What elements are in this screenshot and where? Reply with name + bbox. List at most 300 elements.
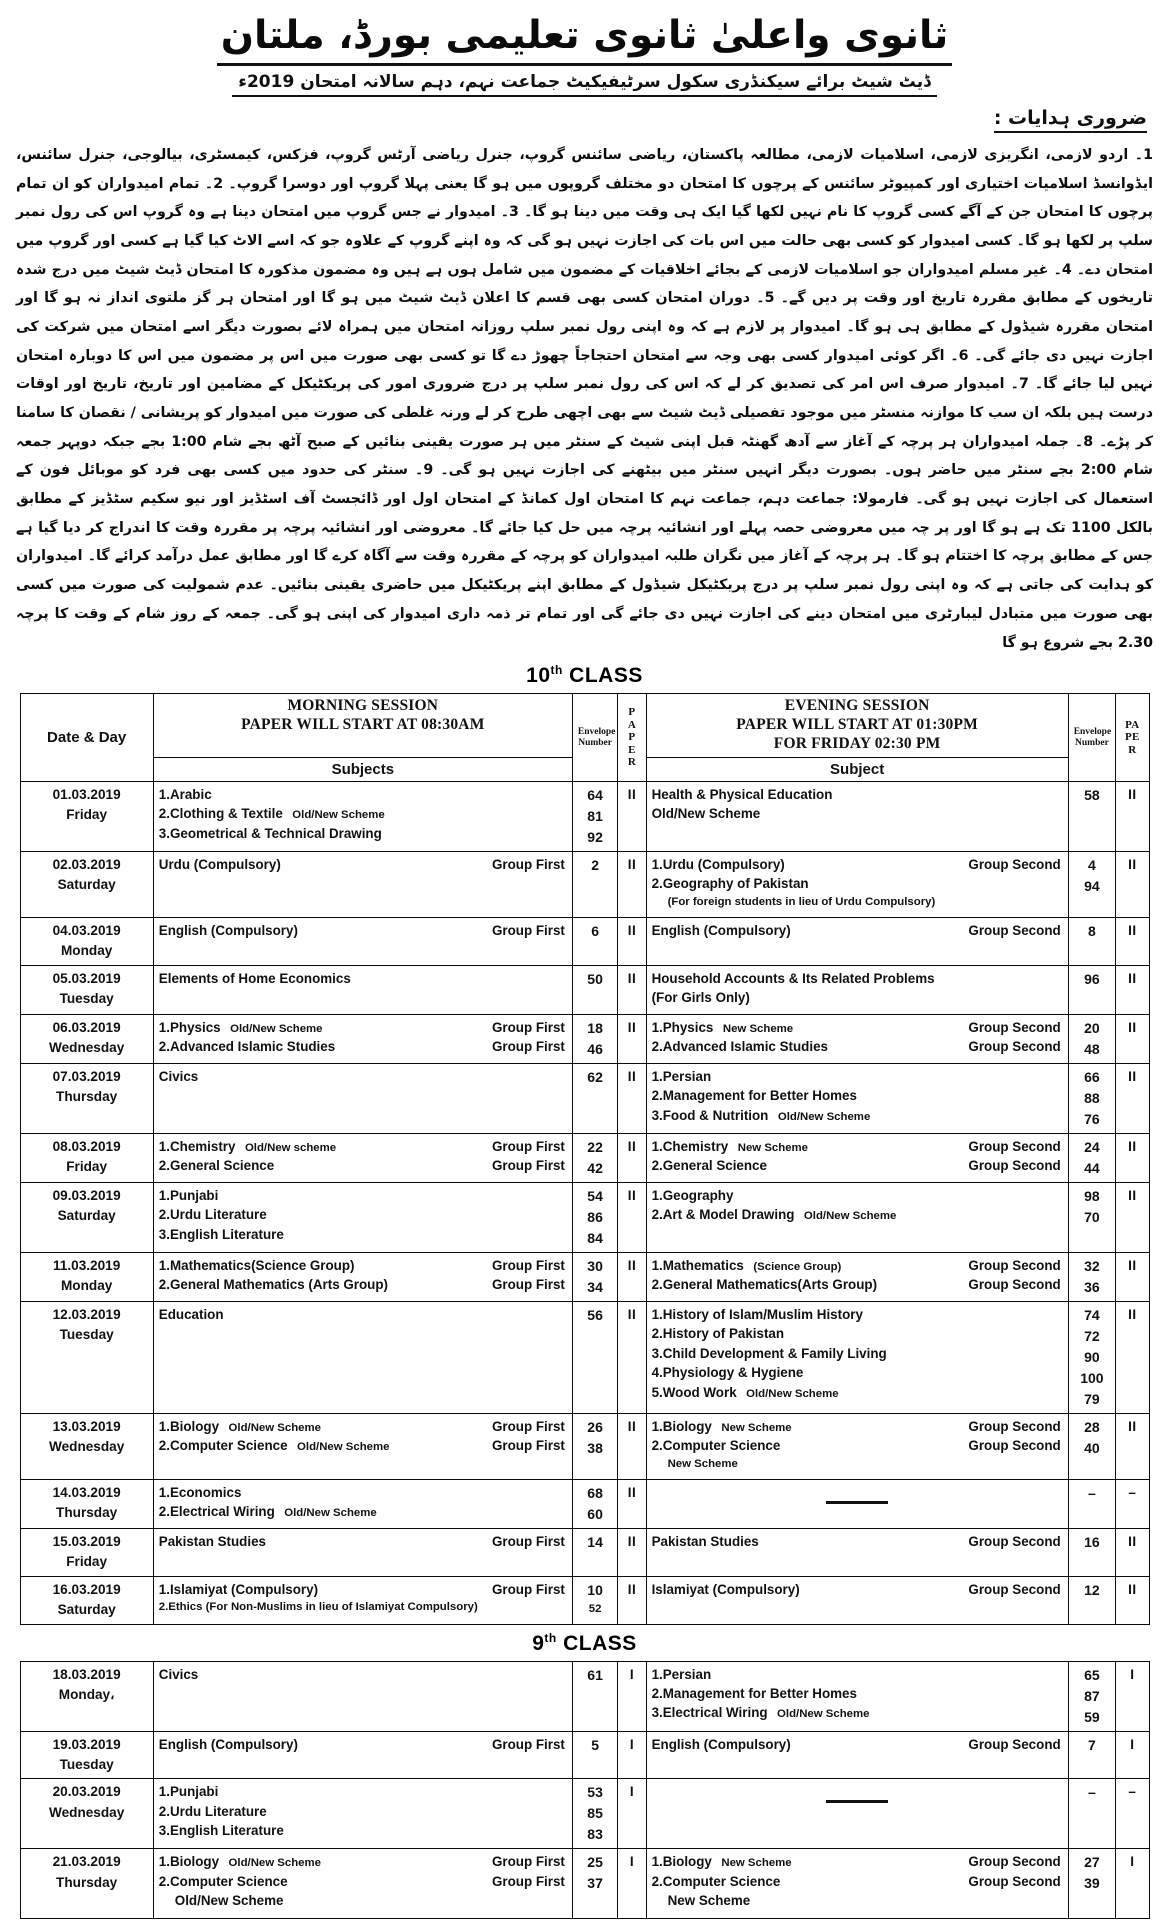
- subject-name: 2.Ethics (For Non-Muslims in lieu of Islamiyat Compulsory): [158, 1601, 478, 1614]
- envelope-number-cell: [572, 781, 617, 851]
- subject-cell: [153, 1182, 572, 1252]
- subject-cell: [646, 1413, 1068, 1479]
- subject-cell: [646, 1849, 1068, 1919]
- subject-cell: [646, 1731, 1068, 1779]
- date-day-cell: [20, 781, 153, 851]
- exam-date: 05.03.2019: [52, 970, 121, 986]
- envelope-number: 81: [587, 807, 603, 824]
- subject-line: [159, 1532, 567, 1551]
- subject-name: (For Girls Only): [651, 990, 750, 1006]
- envelope-number-cell: [1068, 1779, 1115, 1849]
- envelope-number: 26: [587, 1418, 603, 1435]
- subject-group: Group Second: [968, 1533, 1061, 1549]
- envelope-number: 28: [1084, 1418, 1100, 1435]
- subject-cell: [153, 1528, 572, 1576]
- evening-paper-cell: II: [1116, 965, 1149, 1014]
- subject-scheme: Old/New Scheme: [220, 1022, 323, 1035]
- table-row: [20, 1413, 1149, 1479]
- exam-day: Monday: [60, 943, 113, 959]
- subject-line: [652, 921, 1063, 940]
- evening-paper-cell: II: [1116, 1182, 1149, 1252]
- subject-name: 2.Management for Better Homes: [651, 1088, 857, 1104]
- envelope-number: 32: [1084, 1257, 1100, 1274]
- table-row: [20, 851, 1149, 917]
- subject-name: 1.Arabic: [158, 786, 212, 802]
- class-heading: [0, 1631, 1169, 1656]
- table-row: [20, 1479, 1149, 1528]
- envelope-number: 36: [1084, 1278, 1100, 1295]
- envelope-number: 20: [1084, 1019, 1100, 1036]
- envelope-number: [1074, 897, 1110, 914]
- subject-name: 3.English Literature: [158, 1226, 284, 1242]
- evening-paper-cell: II: [1116, 1413, 1149, 1479]
- subject-group: Group First: [491, 1277, 565, 1293]
- envelope-number-cell: [572, 851, 617, 917]
- subject-line: [652, 1703, 1063, 1723]
- envelope-number: 79: [1084, 1390, 1100, 1407]
- subject-cell: [646, 1661, 1068, 1731]
- subject-name: Pakistan Studies: [651, 1533, 759, 1549]
- subject-scheme: New Scheme: [728, 1141, 809, 1154]
- evening-paper-cell: I: [1116, 1731, 1149, 1779]
- morning-paper-cell: II: [618, 1133, 646, 1182]
- exam-day: Wednesday: [49, 1804, 125, 1820]
- subject-name: English (Compulsory): [651, 923, 791, 939]
- subject-name: New Scheme: [667, 1457, 738, 1470]
- envelope-number-cell: [1068, 918, 1115, 966]
- subject-scheme: Old/New Scheme: [794, 1210, 897, 1223]
- subject-line: [652, 804, 1063, 823]
- subject-line: [159, 1037, 567, 1056]
- subject-group: Group Second: [968, 1158, 1061, 1174]
- envelope-number-cell: [572, 1479, 617, 1528]
- subject-name: Civics: [158, 1666, 199, 1682]
- envelope-number: 76: [1084, 1110, 1100, 1127]
- subject-line: [159, 1018, 567, 1038]
- date-day-cell: [20, 1301, 153, 1413]
- subject-scheme: Old/New Scheme: [219, 1421, 321, 1434]
- exam-day: Thursday: [56, 1505, 118, 1521]
- envelope-number: 74: [1084, 1306, 1100, 1323]
- header-evening-paper: PA PE R: [1116, 694, 1149, 782]
- subject-group: Group Second: [968, 1039, 1061, 1055]
- subject-name: Education: [158, 1306, 224, 1322]
- envelope-number: 6: [591, 923, 599, 940]
- subject-name: 1.Chemistry: [651, 1138, 729, 1154]
- table-body: [20, 781, 1149, 1624]
- envelope-number-cell: [1068, 1133, 1115, 1182]
- envelope-number-cell: [1068, 1063, 1115, 1133]
- subject-scheme: New Scheme: [711, 1421, 792, 1434]
- subject-cell: [646, 918, 1068, 966]
- header-evening-subject: Subject: [646, 757, 1068, 781]
- exam-date: 20.03.2019: [52, 1784, 121, 1800]
- table-row: [20, 1063, 1149, 1133]
- morning-paper-cell: II: [618, 918, 646, 966]
- envelope-number-cell: [572, 1661, 617, 1731]
- morning-paper-cell: II: [618, 1528, 646, 1576]
- exam-date: 21.03.2019: [52, 1854, 121, 1870]
- subject-line: [159, 785, 567, 804]
- envelope-number: [1074, 806, 1110, 827]
- subject-cell: [646, 1063, 1068, 1133]
- envelope-number: 10: [587, 1581, 603, 1598]
- date-day-cell: [20, 1528, 153, 1576]
- envelope-number: –: [1088, 1784, 1096, 1801]
- subject-line: [159, 1275, 567, 1294]
- envelope-number: 90: [1084, 1348, 1100, 1365]
- subject-line: [159, 1137, 567, 1157]
- date-day-cell: [20, 851, 153, 917]
- evening-paper-cell: II: [1116, 1528, 1149, 1576]
- subject-cell: [153, 918, 572, 966]
- subject-line: [652, 1735, 1063, 1754]
- exam-day: Tuesday: [59, 1756, 114, 1772]
- subject-line: [652, 1037, 1063, 1056]
- exam-day: Tuesday: [59, 991, 114, 1007]
- morning-paper-cell: II: [618, 1182, 646, 1252]
- envelope-number: 24: [1084, 1138, 1100, 1155]
- table-row: [20, 965, 1149, 1014]
- date-day-cell: [20, 965, 153, 1014]
- envelope-number: 37: [587, 1875, 603, 1892]
- envelope-number-cell: [1068, 1301, 1115, 1413]
- subject-name: 1.Mathematics(Science Group): [158, 1257, 355, 1273]
- envelope-number-cell: [1068, 851, 1115, 917]
- date-day-cell: [20, 1576, 153, 1624]
- envelope-number: 86: [587, 1208, 603, 1225]
- exam-date: 04.03.2019: [52, 923, 121, 939]
- evening-paper-cell: I: [1116, 1661, 1149, 1731]
- subject-scheme: Old/New Scheme: [219, 1857, 321, 1870]
- envelope-number: 66: [1084, 1068, 1100, 1085]
- envelope-number: 52: [588, 1602, 602, 1615]
- envelope-number: [578, 1894, 612, 1915]
- subject-line: [159, 1852, 567, 1872]
- subject-group: Group Second: [968, 1736, 1061, 1752]
- table-row: [20, 1014, 1149, 1063]
- envelope-number: 84: [587, 1229, 603, 1246]
- subject-line: [159, 1186, 567, 1205]
- exam-date: 18.03.2019: [52, 1666, 121, 1682]
- exam-date: 08.03.2019: [52, 1138, 121, 1154]
- envelope-number: 83: [587, 1826, 603, 1843]
- subject-line: [159, 855, 567, 874]
- envelope-number: [1074, 990, 1110, 1011]
- envelope-number: 12: [1084, 1581, 1100, 1598]
- envelope-number-cell: [572, 1413, 617, 1479]
- table-body: [20, 1661, 1149, 1919]
- envelope-number: 92: [587, 828, 603, 845]
- envelope-number: [1074, 1459, 1110, 1476]
- subject-line: [652, 1305, 1063, 1324]
- table-row: [20, 1252, 1149, 1301]
- subject-scheme: New Scheme: [713, 1022, 794, 1035]
- subject-group: Group First: [491, 1039, 565, 1055]
- subject-scheme: Old/New Scheme: [767, 1708, 870, 1721]
- instructions-title: ضروری ہدایات :: [994, 107, 1147, 133]
- subject-line: [159, 921, 567, 940]
- subject-cell: [153, 1779, 572, 1849]
- subject-group: Group First: [491, 1736, 565, 1752]
- subject-line: [652, 1256, 1063, 1276]
- date-day-cell: [20, 1063, 153, 1133]
- table-row: [20, 918, 1149, 966]
- exam-day: Thursday: [56, 1089, 118, 1105]
- date-day-cell: [20, 1182, 153, 1252]
- envelope-number: 42: [587, 1159, 603, 1176]
- subject-name: 2.Computer Science: [651, 1873, 781, 1889]
- subject-name: 1.History of Islam/Muslim History: [651, 1306, 863, 1322]
- subject-line: [159, 1483, 567, 1502]
- evening-paper-cell: –: [1116, 1479, 1149, 1528]
- envelope-number: 60: [587, 1505, 603, 1522]
- envelope-number: 8: [1088, 923, 1096, 940]
- evening-no-paper-cell: [646, 1479, 1068, 1528]
- subject-cell: [153, 1479, 572, 1528]
- evening-paper-cell: II: [1116, 781, 1149, 851]
- envelope-number: 56: [587, 1306, 603, 1323]
- date-day-cell: [20, 1014, 153, 1063]
- subject-cell: [646, 1182, 1068, 1252]
- envelope-number: 44: [1084, 1159, 1100, 1176]
- exam-date: 15.03.2019: [52, 1533, 121, 1549]
- morning-paper-cell: I: [618, 1779, 646, 1849]
- subject-name: 1.Islamiyat (Compulsory): [158, 1581, 319, 1597]
- subject-name: 2.Computer Science: [158, 1873, 288, 1889]
- subject-name: 1.Mathematics: [651, 1257, 744, 1273]
- envelope-number: 54: [587, 1187, 603, 1204]
- subject-group: Group First: [491, 1158, 565, 1174]
- exam-date: 19.03.2019: [52, 1736, 121, 1752]
- evening-paper-cell: II: [1116, 1133, 1149, 1182]
- subject-line: [159, 1256, 567, 1275]
- subject-name: 2.Urdu Literature: [158, 1803, 267, 1819]
- header-date-day: Date & Day: [20, 694, 153, 782]
- subject-name: 2.Urdu Literature: [158, 1207, 267, 1223]
- envelope-number-cell: [1068, 1576, 1115, 1624]
- date-day-cell: [20, 1413, 153, 1479]
- evening-paper-cell: II: [1116, 1576, 1149, 1624]
- table-header: [20, 694, 1149, 782]
- table-row: [20, 1849, 1149, 1919]
- morning-paper-cell: II: [618, 1479, 646, 1528]
- evening-paper-cell: II: [1116, 918, 1149, 966]
- evening-paper-cell: II: [1116, 1252, 1149, 1301]
- envelope-number: 85: [587, 1805, 603, 1822]
- date-day-cell: [20, 1661, 153, 1731]
- subject-cell: [646, 1252, 1068, 1301]
- subject-line: [159, 1735, 567, 1754]
- header-morning-session: MORNING SESSION PAPER WILL START AT 08:30AM: [153, 694, 572, 758]
- exam-day: Friday: [66, 1159, 108, 1175]
- subject-name: 1.Economics: [158, 1484, 242, 1500]
- envelope-number: 87: [1084, 1687, 1100, 1704]
- exam-day: Friday: [66, 1554, 108, 1570]
- exam-date: 02.03.2019: [52, 856, 121, 872]
- subject-line: [159, 1417, 567, 1437]
- exam-date: 12.03.2019: [52, 1306, 121, 1322]
- subject-name: English (Compulsory): [158, 923, 298, 939]
- table-row: [20, 1576, 1149, 1624]
- subject-name: 2.Clothing & Textile: [158, 806, 283, 822]
- subject-line: [652, 785, 1063, 804]
- subject-name: 2.General Mathematics(Arts Group): [651, 1277, 878, 1293]
- subject-name: 1.Persian: [651, 1068, 712, 1084]
- subject-name: 2.Computer Science: [651, 1438, 781, 1454]
- subject-group: Group First: [491, 923, 565, 939]
- envelope-number: 27: [1084, 1854, 1100, 1871]
- date-day-cell: [20, 1731, 153, 1779]
- subject-name: Civics: [158, 1068, 199, 1084]
- exam-day: Saturday: [57, 1602, 116, 1618]
- envelope-number: 62: [587, 1068, 603, 1085]
- envelope-number-cell: [572, 1528, 617, 1576]
- table-row: [20, 1133, 1149, 1182]
- subject-line: [652, 1532, 1063, 1551]
- morning-paper-cell: II: [618, 1301, 646, 1413]
- subject-scheme: Old/New Scheme: [736, 1387, 839, 1400]
- subject-group: Group First: [491, 1257, 565, 1273]
- subject-group: Group First: [491, 1533, 565, 1549]
- subject-group: Group Second: [968, 856, 1061, 872]
- subject-name: 3.Food & Nutrition: [651, 1107, 769, 1123]
- exam-date: 01.03.2019: [52, 786, 121, 802]
- morning-paper-cell: II: [618, 1252, 646, 1301]
- subject-group: Group Second: [968, 1418, 1061, 1434]
- date-day-cell: [20, 1849, 153, 1919]
- envelope-number: 7: [1088, 1736, 1096, 1753]
- subject-line: [159, 1305, 567, 1324]
- class-ordinal-suffix: th: [544, 1630, 557, 1645]
- subject-name: Islamiyat (Compulsory): [651, 1581, 800, 1597]
- envelope-number-cell: [572, 1182, 617, 1252]
- date-day-cell: [20, 918, 153, 966]
- subject-name: English (Compulsory): [651, 1736, 791, 1752]
- exam-date: 16.03.2019: [52, 1581, 121, 1597]
- envelope-number-cell: [1068, 781, 1115, 851]
- subject-line: [159, 1067, 567, 1086]
- subject-cell: [646, 1133, 1068, 1182]
- envelope-number-cell: [1068, 1413, 1115, 1479]
- class-number: 10: [526, 664, 551, 688]
- subject-line: [652, 1665, 1063, 1684]
- subject-line: [652, 1186, 1063, 1205]
- subject-name: 3.English Literature: [158, 1823, 284, 1839]
- subject-cell: [646, 851, 1068, 917]
- exam-day: Thursday: [56, 1874, 118, 1890]
- subject-group: Group Second: [968, 1138, 1061, 1154]
- subject-name: 3.Child Development & Family Living: [651, 1345, 887, 1361]
- subject-line: [652, 1852, 1063, 1872]
- subject-name: 1.Urdu (Compulsory): [651, 856, 785, 872]
- subject-line: [652, 1156, 1063, 1175]
- subject-line: [652, 1275, 1063, 1294]
- subject-cell: [646, 965, 1068, 1014]
- subject-cell: [153, 1413, 572, 1479]
- table-row: [20, 781, 1149, 851]
- subject-line: [652, 1344, 1063, 1363]
- envelope-number: 30: [587, 1257, 603, 1274]
- subject-line: [652, 1456, 1063, 1473]
- envelope-number-cell: [572, 1252, 617, 1301]
- subject-line: [159, 1502, 567, 1522]
- subject-name: 2.Advanced Islamic Studies: [651, 1039, 828, 1055]
- evening-paper-cell: –: [1116, 1779, 1149, 1849]
- exam-date: 11.03.2019: [53, 1257, 121, 1273]
- subject-group: Group Second: [968, 1257, 1061, 1273]
- envelope-number: 38: [587, 1439, 603, 1456]
- subject-name: 1.Physics: [651, 1019, 714, 1035]
- subject-name: Old/New Scheme: [174, 1893, 284, 1909]
- class-number: 9: [532, 1631, 545, 1655]
- subject-line: [652, 1018, 1063, 1038]
- subject-group: Group Second: [968, 1019, 1061, 1035]
- morning-paper-cell: I: [618, 1849, 646, 1919]
- evening-paper-cell: II: [1116, 1014, 1149, 1063]
- envelope-number-cell: [572, 1576, 617, 1624]
- table-row: [20, 1182, 1149, 1252]
- subject-name: 1.Chemistry: [158, 1138, 236, 1154]
- table-row: [20, 1661, 1149, 1731]
- subject-cell: [153, 1252, 572, 1301]
- subject-cell: [153, 1576, 572, 1624]
- subject-cell: [153, 1133, 572, 1182]
- subject-group: Group First: [491, 1019, 565, 1035]
- subject-line: [652, 874, 1063, 893]
- exam-day: Monday،: [58, 1686, 115, 1702]
- morning-paper-cell: II: [618, 1413, 646, 1479]
- subject-scheme: (Science Group): [743, 1260, 842, 1273]
- evening-paper-cell: II: [1116, 1301, 1149, 1413]
- exam-day: Saturday: [57, 877, 116, 893]
- envelope-number: 40: [1084, 1439, 1100, 1456]
- exam-day: Monday: [60, 1278, 113, 1294]
- envelope-number: 46: [587, 1040, 603, 1057]
- exam-day: Tuesday: [59, 1327, 114, 1343]
- subject-group: Group Second: [968, 1277, 1061, 1293]
- subject-line: [652, 1417, 1063, 1437]
- subject-line: [159, 1156, 567, 1175]
- subject-name: Old/New Scheme: [651, 806, 761, 822]
- subject-group: Group Second: [968, 1854, 1061, 1870]
- envelope-number: 5: [591, 1736, 599, 1753]
- header-morning-subjects: Subjects: [153, 757, 572, 781]
- exam-date: 13.03.2019: [52, 1418, 121, 1434]
- envelope-number: 59: [1084, 1708, 1100, 1725]
- subject-line: [652, 894, 1063, 911]
- header-evening-session: EVENING SESSION PAPER WILL START AT 01:30PM FOR FRIDAY 02:30 PM: [646, 694, 1068, 758]
- envelope-number: 48: [1084, 1040, 1100, 1057]
- date-day-cell: [20, 1479, 153, 1528]
- envelope-number: 96: [1084, 970, 1100, 987]
- envelope-number-cell: [1068, 1528, 1115, 1576]
- subject-cell: [153, 1661, 572, 1731]
- class-heading: [0, 663, 1169, 688]
- subject-line: [652, 1086, 1063, 1105]
- envelope-number: 68: [587, 1484, 603, 1501]
- table-row: [20, 1301, 1149, 1413]
- subject-line: [159, 1599, 567, 1616]
- subject-name: 1.Biology: [158, 1418, 220, 1434]
- subject-cell: [646, 1014, 1068, 1063]
- envelope-number-cell: [1068, 1849, 1115, 1919]
- envelope-number: 34: [587, 1278, 603, 1295]
- subject-cell: [646, 781, 1068, 851]
- subject-line: [159, 1821, 567, 1840]
- envelope-number: [1074, 1894, 1110, 1915]
- subject-scheme: Old/New Scheme: [287, 1441, 390, 1454]
